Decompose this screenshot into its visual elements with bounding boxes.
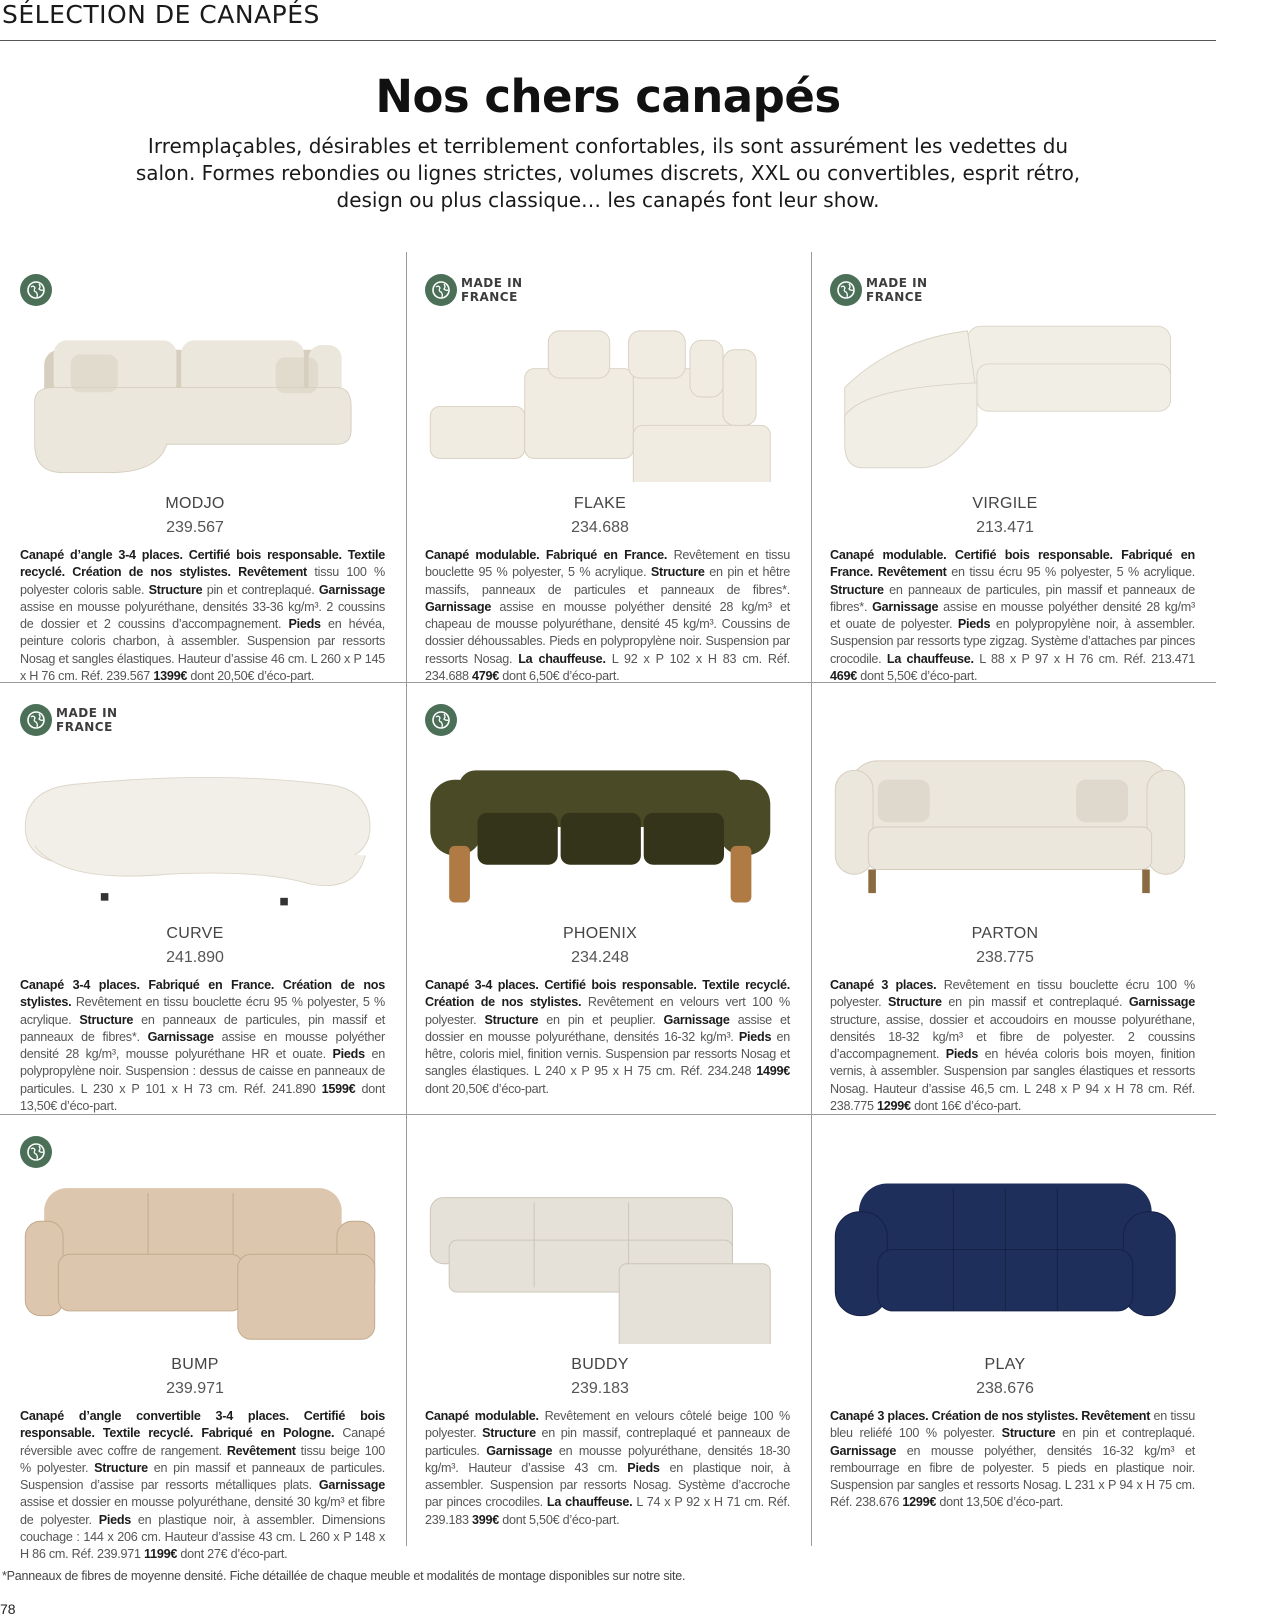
made-in-line1: MADE IN bbox=[866, 276, 928, 290]
description-bold-segment: 1299€ bbox=[877, 1099, 915, 1114]
description-bold-segment: Canapé modulable. Certifié bois responsable. Fabriqué en France. Revêtement bbox=[830, 548, 1195, 580]
description-segment: en pin et contreplaqué. bbox=[1062, 1426, 1196, 1441]
description-bold-segment: Pieds bbox=[332, 1047, 372, 1062]
description-bold-segment: 1299€ bbox=[902, 1495, 940, 1510]
description-segment: Revêtement en tissu bouclette écru 100 % polyester. bbox=[830, 978, 1195, 1010]
column-divider bbox=[811, 1114, 812, 1546]
description-segment: en hêtre, coloris miel, finition vernis. Suspension par ressorts Nosag et sangles élastiques. L 240 x P 95 x H 75 cm. Réf. 234.248 bbox=[425, 1029, 790, 1079]
column-divider bbox=[406, 252, 407, 682]
description-segment: dont 27€ d’éco-part. bbox=[180, 1547, 288, 1562]
sofa-image bbox=[20, 742, 380, 912]
description-bold-segment: Structure bbox=[888, 995, 949, 1010]
description-bold-segment: Structure bbox=[830, 582, 890, 597]
description-segment: L 88 x P 97 x H 76 cm. Réf. 213.471 bbox=[979, 651, 1195, 666]
description-segment: Revêtement en velours vert 100 % polyester. bbox=[425, 995, 790, 1027]
description-segment: en plastique noir, à assembler. Suspension par ressorts Nosag. Système d’accroche par pinces crocodiles. bbox=[425, 1460, 791, 1510]
product-description bbox=[20, 547, 385, 685]
description-segment: assise en mousse polyéther densité 28 kg/m³ et chapeau de mousse polyuréthane, densité 45 kg/m³. Coussins de dossier déhoussables. Pieds en polypropylène noir. Suspension par ressorts Nosag. bbox=[425, 599, 790, 666]
description-bold-segment: Structure bbox=[148, 582, 207, 597]
description-segment: dont 16€ d’éco-part. bbox=[914, 1099, 1022, 1114]
description-bold-segment: Garnissage bbox=[147, 1029, 222, 1044]
made-in-france-badge bbox=[461, 276, 523, 304]
description-segment: en pin et peuplier. bbox=[546, 1012, 664, 1027]
made-in-line1: MADE IN bbox=[461, 276, 523, 290]
sofa-image bbox=[425, 312, 785, 482]
section-title: SÉLECTION DE CANAPÉS bbox=[2, 0, 320, 29]
description-bold-segment: Garnissage bbox=[425, 599, 500, 614]
description-segment: en polypropylène noir. Suspension : dessus de caisse en panneaux de particules. L 230 x P 101 x H 73 cm. Réf. 241.890 bbox=[20, 1047, 385, 1096]
product-description bbox=[830, 977, 1195, 1115]
description-segment: Revêtement en velours côtelé beige 100 % polyester. bbox=[425, 1409, 790, 1441]
description-segment: assise en mousse polyéther densité 28 kg/m³, mousse polyuréthane HR et ouate. bbox=[20, 1029, 386, 1062]
description-segment: en polypropylène noir, à assembler. Suspension par ressorts type zigzag. Système d’attaches par pinces crocodile. bbox=[830, 617, 1196, 666]
description-bold-segment: Garnissage bbox=[318, 1478, 385, 1493]
product-card-buddy bbox=[415, 1114, 791, 1534]
description-bold-segment: Structure bbox=[79, 1012, 142, 1027]
column-divider bbox=[406, 682, 407, 1114]
product-description bbox=[20, 1408, 385, 1564]
badges bbox=[830, 270, 928, 310]
product-name: MODJO bbox=[165, 495, 225, 512]
globe-eco-icon bbox=[20, 274, 52, 306]
column-divider bbox=[811, 252, 812, 682]
made-in-line2: FRANCE bbox=[866, 290, 923, 304]
description-segment: dont 20,50€ d’éco-part. bbox=[425, 1081, 549, 1096]
description-bold-segment: Canapé 3-4 places. Certifié bois responsable. Textile recyclé. Création de nos stylistes. bbox=[425, 978, 790, 1010]
product-reference: 234.688 bbox=[571, 519, 629, 536]
sofa-image bbox=[20, 312, 380, 482]
description-segment: en mousse polyéther, densités 16-32 kg/m³ et rembourrage en fibre de polyester. 5 pieds en plastique noir. Suspension par sangles et ressorts Nosag. L 231 x P 94 x H 75 cm. Réf. 238.676 bbox=[830, 1443, 1195, 1510]
description-segment: L 92 x P 102 x H 83 cm. Réf. 234.688 bbox=[425, 651, 790, 684]
description-bold-segment: Structure bbox=[650, 565, 710, 580]
description-bold-segment: Structure bbox=[484, 1012, 547, 1027]
description-bold-segment: Garnissage bbox=[1128, 995, 1195, 1010]
description-bold-segment: 1399€ bbox=[153, 669, 191, 684]
product-reference: 238.676 bbox=[976, 1380, 1034, 1397]
description-segment: tissu beige 100 % polyester. bbox=[20, 1443, 385, 1475]
badges bbox=[20, 1132, 52, 1172]
description-bold-segment: Garnissage bbox=[830, 1443, 907, 1458]
description-segment: L 74 x P 92 x H 71 cm. Réf. 239.183 bbox=[425, 1495, 790, 1527]
description-segment: en pin massif et panneaux de particules. Suspension d’assise par ressorts métalliques plats. bbox=[20, 1460, 385, 1493]
badges bbox=[425, 270, 523, 310]
description-bold-segment: Pieds bbox=[957, 617, 996, 632]
page-headline: Nos chers canapés bbox=[375, 70, 841, 123]
product-reference: 234.248 bbox=[571, 949, 629, 966]
sofa-image bbox=[830, 312, 1190, 482]
description-segment: dont 13,50€ d’éco-part. bbox=[939, 1495, 1064, 1510]
description-segment: Revêtement en tissu bouclette écru 95 % polyester, 5 % acrylique. bbox=[20, 995, 386, 1027]
description-bold-segment: Garnissage bbox=[318, 582, 385, 597]
sofa-image bbox=[425, 742, 785, 912]
product-reference: 239.183 bbox=[571, 1380, 629, 1397]
made-in-line2: FRANCE bbox=[461, 290, 518, 304]
product-name: PARTON bbox=[971, 925, 1039, 942]
intro-paragraph: Irremplaçables, désirables et terriblement confortables, ils sont assurément les vedettes du salon. Formes rebondies ou lignes strictes, volumes discrets, XXL ou convertibles, esprit rétro, design ou plus classique… les canapés font leur show. bbox=[135, 134, 1081, 212]
description-bold-segment: Pieds bbox=[945, 1047, 985, 1062]
product-description bbox=[830, 1408, 1195, 1512]
description-segment: en tissu bleu reliéfé 100 % polyester. bbox=[830, 1409, 1195, 1441]
description-segment: dont 6,50€ d’éco-part. bbox=[502, 669, 620, 684]
description-bold-segment: Canapé 3 places. Création de nos stylistes. Revêtement bbox=[830, 1409, 1154, 1423]
globe-eco-icon bbox=[425, 274, 457, 306]
product-name: FLAKE bbox=[573, 495, 627, 512]
description-segment: en panneaux de particules, pin massif et panneaux de fibres*. bbox=[830, 582, 1195, 614]
badges bbox=[425, 700, 457, 740]
product-reference: 239.971 bbox=[166, 1380, 224, 1397]
description-segment: en pin massif, contreplaqué et panneaux de particules. bbox=[425, 1426, 790, 1458]
description-segment: dont 20,50€ d’éco-part. bbox=[190, 669, 315, 684]
description-bold-segment: 1199€ bbox=[144, 1547, 181, 1562]
product-description bbox=[830, 547, 1195, 685]
column-divider bbox=[406, 1114, 407, 1546]
description-segment: assise et dossier en mousse polyuréthane, densité 30 kg/m³ et fibre de polyester. bbox=[20, 1495, 385, 1527]
product-name: BUDDY bbox=[571, 1356, 629, 1373]
product-reference: 213.471 bbox=[976, 519, 1034, 536]
product-card-phoenix bbox=[415, 682, 790, 1102]
badges bbox=[20, 700, 118, 740]
description-bold-segment: La chauffeuse. bbox=[518, 651, 612, 666]
product-card-play bbox=[820, 1114, 1196, 1534]
made-in-france-badge bbox=[56, 706, 118, 734]
description-bold-segment: 399€ bbox=[472, 1512, 503, 1527]
made-in-line2: FRANCE bbox=[56, 720, 113, 734]
product-name: BUMP bbox=[171, 1356, 219, 1373]
description-segment: en panneaux de particules, pin massif et panneaux de fibres*. bbox=[20, 1012, 385, 1044]
description-bold-segment: La chauffeuse. bbox=[886, 651, 980, 666]
description-segment: dont 13,50€ d’éco-part. bbox=[20, 1081, 385, 1114]
description-bold-segment: Garnissage bbox=[872, 599, 944, 614]
description-bold-segment: Garnissage bbox=[663, 1012, 738, 1027]
description-segment: assise en mousse polyéther densité 28 kg/m³ et ouate de polyester. bbox=[830, 599, 1195, 632]
product-reference: 241.890 bbox=[166, 949, 224, 966]
description-bold-segment: 469€ bbox=[830, 669, 861, 684]
description-segment: Canapé réversible avec coffre de rangement. bbox=[20, 1426, 385, 1458]
header-rule bbox=[0, 40, 1216, 41]
product-description bbox=[425, 547, 790, 685]
page-number: 78 bbox=[0, 1601, 16, 1617]
product-card-bump bbox=[10, 1114, 385, 1562]
product-name: VIRGILE bbox=[972, 495, 1038, 512]
description-segment: dont 5,50€ d’éco-part. bbox=[502, 1512, 620, 1527]
description-segment: en plastique noir, à assembler. Dimensions couchage : 144 x 206 cm. Hauteur d’assise 43 cm. L 260 x P 148 x H 86 cm. Réf. 239.971 bbox=[20, 1512, 385, 1562]
product-name: PHOENIX bbox=[562, 925, 638, 942]
product-description bbox=[425, 1408, 790, 1529]
description-segment: assise en mousse polyuréthane, densités 33-36 kg/m³. 2 coussins de dossier et 2 coussins d’accompagnement. bbox=[20, 599, 385, 632]
column-divider bbox=[811, 682, 812, 1114]
description-bold-segment: 479€ bbox=[472, 669, 503, 684]
globe-eco-icon bbox=[20, 704, 52, 736]
description-bold-segment: Pieds bbox=[627, 1460, 670, 1475]
description-segment: dont 5,50€ d’éco-part. bbox=[860, 669, 978, 684]
product-reference: 239.567 bbox=[166, 519, 224, 536]
description-bold-segment: Canapé 3 places. bbox=[830, 978, 944, 992]
description-bold-segment: Pieds bbox=[738, 1029, 777, 1044]
description-bold-segment: Pieds bbox=[288, 617, 328, 632]
description-segment: en hévéa coloris bois moyen, finition vernis, à assembler. Suspension par sangles élastiques et ressorts Nosag. Hauteur d’assise 46,5 cm. L 248 x P 94 x H 78 cm. Réf. 238.775 bbox=[830, 1047, 1195, 1114]
made-in-line1: MADE IN bbox=[56, 706, 118, 720]
description-bold-segment: Structure bbox=[1001, 1426, 1063, 1441]
product-card-modjo bbox=[10, 252, 385, 684]
globe-eco-icon bbox=[830, 274, 862, 306]
description-bold-segment: Canapé 3-4 places. Fabriqué en France. Création de nos stylistes. bbox=[20, 978, 385, 1010]
description-bold-segment: Structure bbox=[482, 1426, 542, 1441]
product-card-parton bbox=[820, 682, 1195, 1114]
product-card-virgile bbox=[820, 252, 1196, 684]
description-bold-segment: Canapé modulable. Fabriqué en France. bbox=[425, 548, 674, 562]
description-segment: assise et dossier en mousse polyuréthane, densités 16-32 kg/m³. bbox=[425, 1012, 790, 1044]
globe-eco-icon bbox=[20, 1136, 52, 1168]
description-bold-segment: Canapé modulable. bbox=[425, 1409, 545, 1423]
sofa-image bbox=[20, 1174, 380, 1344]
description-bold-segment: 1499€ bbox=[756, 1064, 790, 1079]
badges bbox=[20, 270, 52, 310]
sofa-image bbox=[830, 742, 1190, 912]
description-segment: en pin et hêtre massifs, panneaux de particules et panneaux de fibres*. bbox=[425, 565, 791, 597]
description-bold-segment: La chauffeuse. bbox=[546, 1495, 637, 1510]
description-bold-segment: Structure bbox=[94, 1460, 154, 1475]
globe-eco-icon bbox=[425, 704, 457, 736]
sofa-image bbox=[425, 1174, 785, 1344]
description-segment: en mousse polyuréthane, densités 18-30 kg/m³. Hauteur d’assise 43 cm. bbox=[425, 1443, 790, 1475]
description-bold-segment: Canapé d’angle convertible 3-4 places. Certifié bois responsable. Textile recyclé. Fabriqué en Pologne. bbox=[20, 1409, 385, 1441]
product-name: CURVE bbox=[166, 925, 224, 942]
description-segment: en pin massif et contreplaqué. bbox=[948, 995, 1129, 1010]
description-segment: tissu 100 % polyester coloris sable. bbox=[20, 565, 385, 597]
description-segment: en tissu écru 95 % polyester, 5 % acrylique. bbox=[951, 565, 1195, 580]
description-bold-segment: 1599€ bbox=[321, 1081, 362, 1096]
product-description bbox=[425, 977, 790, 1098]
description-segment: Revêtement en tissu bouclette 95 % polyester, 5 % acrylique. bbox=[425, 548, 790, 580]
description-bold-segment: Pieds bbox=[98, 1512, 138, 1527]
description-segment: structure, assise, dossier et accoudoirs en mousse polyuréthane, densités 18-32 kg/m³ et fibre de polyester. 2 coussins d’accompagnement. bbox=[830, 1012, 1195, 1062]
description-bold-segment: Garnissage bbox=[486, 1443, 559, 1458]
made-in-france-badge bbox=[866, 276, 928, 304]
product-card-flake bbox=[415, 252, 791, 684]
product-reference: 238.775 bbox=[976, 949, 1034, 966]
description-bold-segment: Canapé d’angle 3-4 places. Certifié bois responsable. Textile recyclé. Création de nos stylistes. Revêtement bbox=[20, 548, 385, 580]
footnote: *Panneaux de fibres de moyenne densité. Fiche détaillée de chaque meuble et modalités de montage disponibles sur notre site. bbox=[2, 1569, 686, 1583]
description-bold-segment: Revêtement bbox=[226, 1443, 301, 1458]
description-segment: pin et contreplaqué. bbox=[206, 582, 319, 597]
product-description bbox=[20, 977, 385, 1115]
description-segment: en hévéa, peinture coloris charbon, à assembler. Suspension par ressorts Nosag et sangles élastiques. Hauteur d’assise 46 cm. L 260 x P 145 x H 76 cm. Réf. 239.567 bbox=[20, 617, 385, 684]
product-name: PLAY bbox=[984, 1356, 1026, 1373]
product-card-curve bbox=[10, 682, 386, 1114]
sofa-image bbox=[830, 1174, 1190, 1344]
